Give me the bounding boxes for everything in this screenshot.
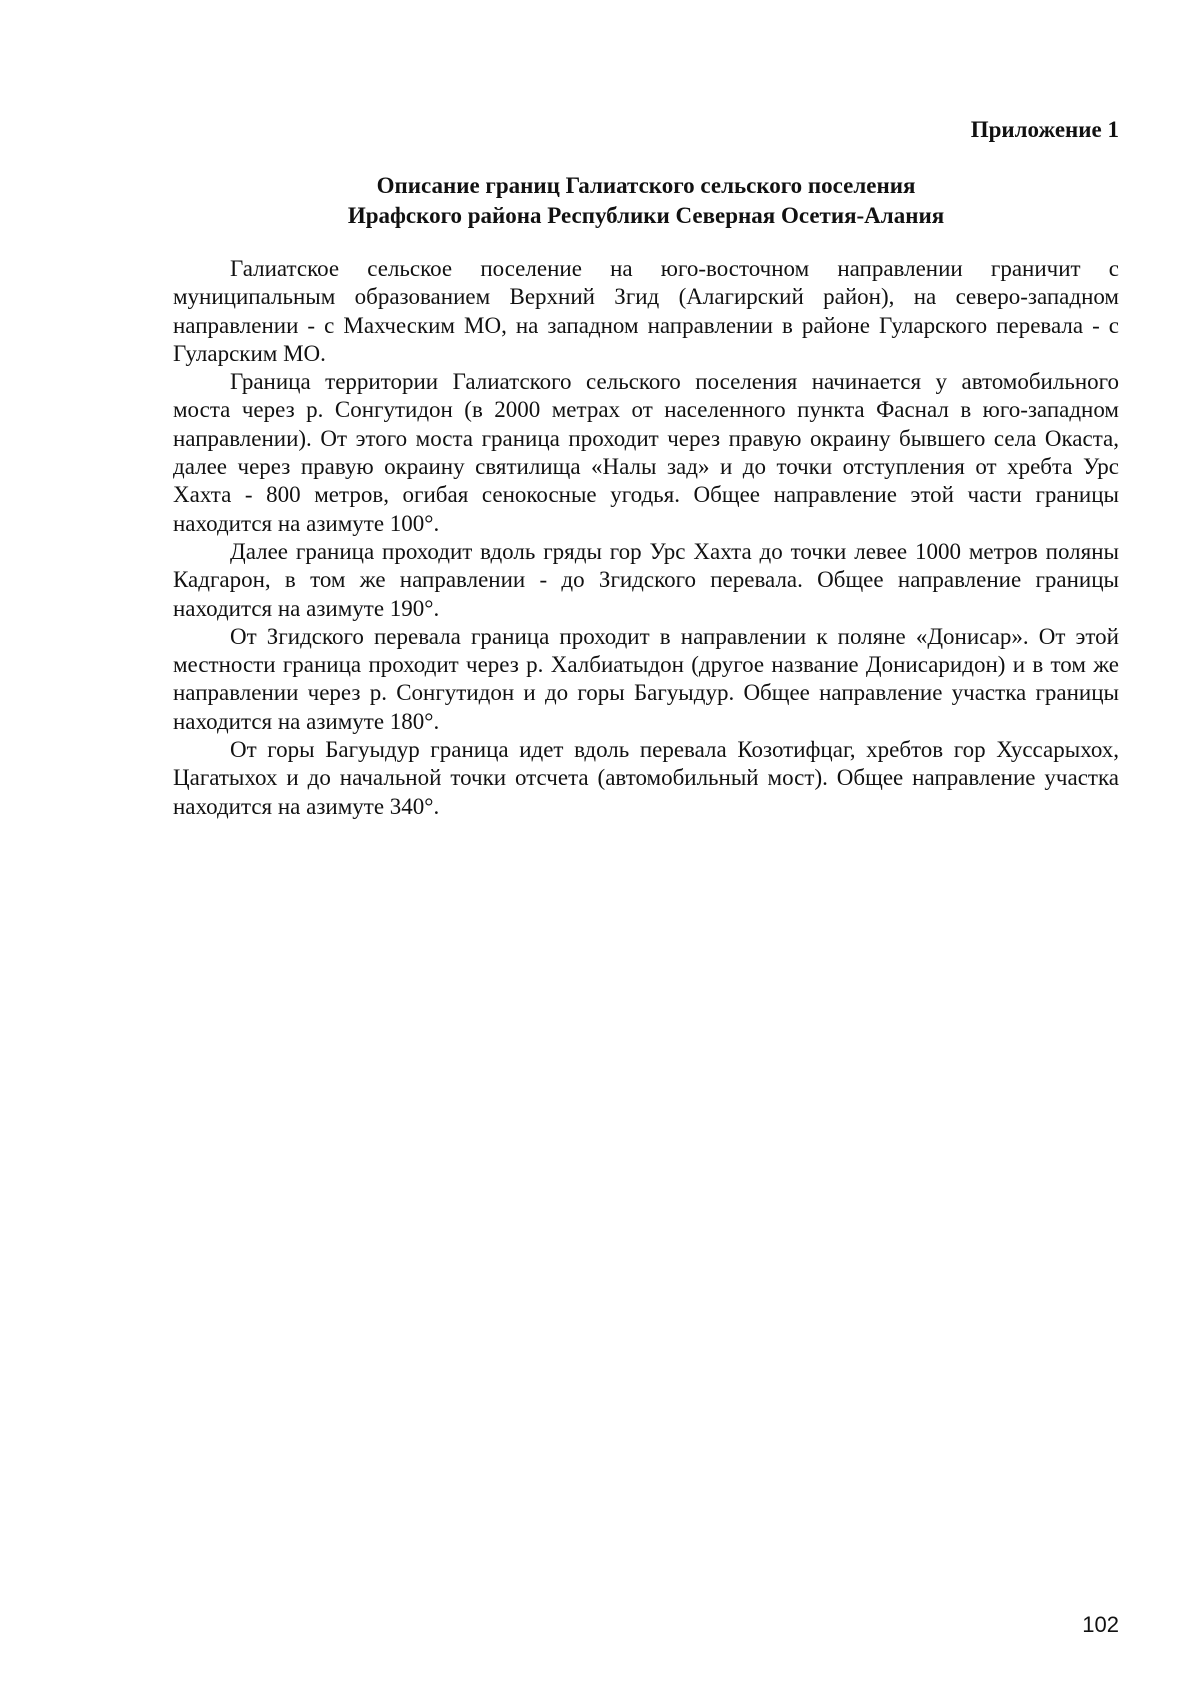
title-line-2: Ирафского района Республики Северная Осетия-Алания xyxy=(347,203,945,228)
title-line-1: Описание границ Галиатского сельского поселения xyxy=(376,173,916,198)
paragraph-2: Граница территории Галиатского сельского поселения начинается у автомобильного моста через р. Сонгутидон (в 2000 метрах от населенного пункта Фаснал в юго-западном направлении). От этого моста граница проходит через правую окраину бывшего села Окаста, далее через правую окраину святилища «Налы зад» и до точки отступления от хребта Урс Хахта - 800 метров, огибая сенокосные угодья. Общее направление этой части границы находится на азимуте 100°. xyxy=(173,369,1119,536)
appendix-label: Приложение 1 xyxy=(970,117,1119,142)
document-page xyxy=(173,0,1119,1697)
document-body xyxy=(173,255,1119,821)
paragraph-4: От Згидского перевала граница проходит в направлении к поляне «Донисар». От этой местности граница проходит через р. Халбиатыдон (другое название Донисаридон) и в том же направлении через р. Сонгутидон и до горы Багуыдур. Общее направление участка границы находится на азимуте 180°. xyxy=(173,623,1119,734)
paragraph-3: Далее граница проходит вдоль гряды гор Урс Хахта до точки левее 1000 метров поляны Кадгарон, в том же направлении - до Згидского перевала. Общее направление границы находится на азимуте 190°. xyxy=(173,538,1119,621)
paragraph-1: Галиатское сельское поселение на юго-восточном направлении граничит с муниципальным образованием Верхний Згид (Алагирский район), на северо-западном направлении - с Махческим МО, на западном направлении в районе Гуларского перевала - с Гуларским МО. xyxy=(173,256,1119,366)
page-number: 102 xyxy=(1082,1612,1119,1637)
paragraph-5: От горы Багуыдур граница идет вдоль перевала Козотифцаг, хребтов гор Хуссарыхох, Цагатыхох и до начальной точки отсчета (автомобильный мост). Общее направление участка находится на азимуте 340°. xyxy=(173,737,1119,819)
document-title xyxy=(173,171,1119,231)
